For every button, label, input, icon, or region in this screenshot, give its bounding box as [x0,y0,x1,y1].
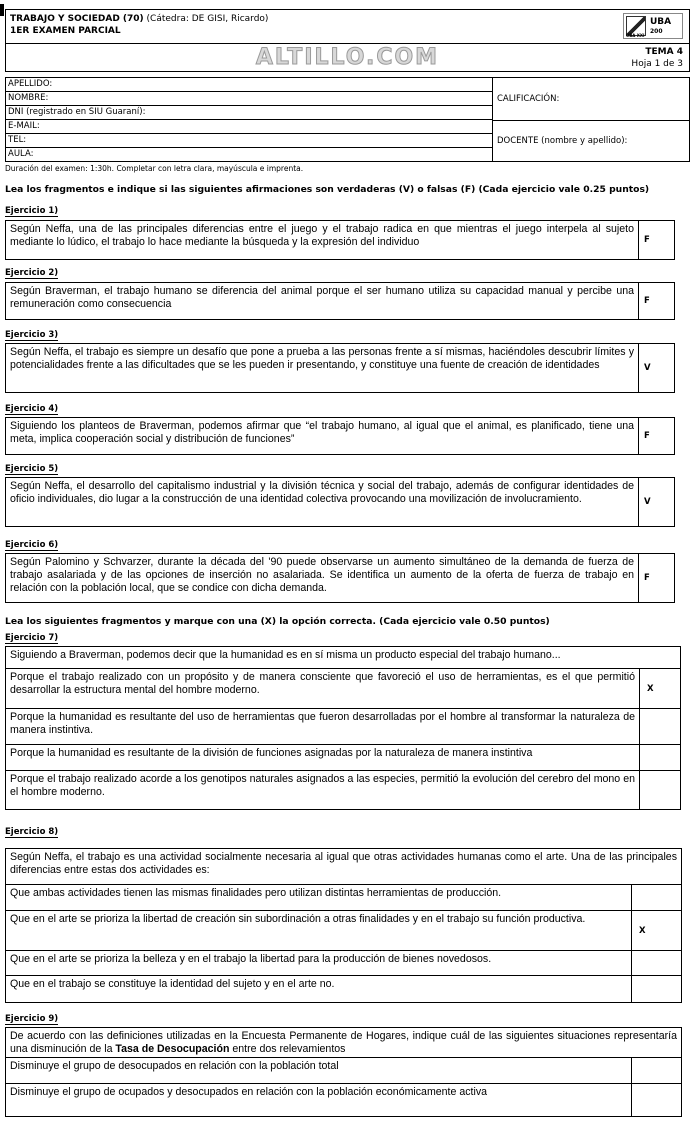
field-tel[interactable]: TEL: [6,134,492,148]
ex8-option-3[interactable] [6,951,681,976]
tema-label: TEMA 4 [645,47,683,57]
ex4-answer[interactable]: F [644,431,650,441]
ex8-option-1[interactable] [6,885,681,911]
ex2-answer[interactable]: F [644,296,650,306]
ex6-answer[interactable]: F [644,573,650,583]
ex9-option-1[interactable] [6,1058,681,1084]
ex8-option-2-mark[interactable]: X [639,925,646,936]
ex9-stem [6,1028,681,1057]
ex7-option-1[interactable] [6,669,680,709]
ex7-option-4-mark[interactable] [640,771,680,809]
hoja-label: Hoja 1 de 3 [631,59,683,69]
ex2-label: Ejercicio 2) [5,268,59,278]
ex8-option-1-mark[interactable] [632,885,681,910]
ex3-answer[interactable]: V [644,363,651,373]
ex5-text: Según Neffa, el desarrollo del capitalismo industrial y la división técnica y social del trabajo, además de configurar identidades de oficio individuales, dio lugar a la construcción de una identidad colectiva provocando una movilización de involucramiento. [6,478,639,526]
ex9-option-2-text: Disminuye el grupo de ocupados y desocupados en relación con la población económicamente activa [6,1084,632,1116]
tema-block [631,46,683,70]
ex4-box [5,417,675,455]
field-nombre[interactable]: NOMBRE: [6,92,492,106]
exam-header [5,9,690,72]
ex8-option-3-mark[interactable] [632,951,681,975]
ex3-label: Ejercicio 3) [5,330,59,340]
exam-name: 1ER EXAMEN PARCIAL [10,26,121,36]
ex8-option-2[interactable] [6,911,681,951]
header-title [10,13,268,37]
uba-logo-text [650,17,671,37]
ex7-option-3[interactable] [6,745,680,771]
student-info-box [5,77,690,162]
ex5-answer[interactable]: V [644,497,651,507]
field-email[interactable]: E-MAIL: [6,120,492,134]
ex4-label: Ejercicio 4) [5,404,59,414]
corner-mark [0,4,4,16]
ex9-stem-row [6,1028,681,1058]
course-name: TRABAJO Y SOCIEDAD (70) [10,14,144,24]
section2-instructions: Lea los siguientes fragmentos y marque con una (X) la opción correcta. (Cada ejercicio vale 0.50 puntos) [5,616,550,627]
field-dni[interactable]: DNI (registrado en SIU Guaraní): [6,106,492,120]
ex1-text: Según Neffa, una de las principales diferencias entre el juego y el trabajo radica en que mientras el juego interpela al sujeto mediante lo lúdico, el trabajo lo hace mediante la búsqueda y la expresión del individuo [6,221,639,259]
ex8-option-4-text: Que en el trabajo se constituye la identidad del sujeto y en el arte no. [6,976,632,1002]
ex8-stem-row [6,849,681,885]
exam-note: Duración del examen: 1:30h. Completar con letra clara, mayúscula e imprenta. [5,164,304,173]
ex8-option-4-mark[interactable] [632,976,681,1002]
ex9-label: Ejercicio 9) [5,1014,59,1024]
ex1-answer[interactable]: F [644,235,650,245]
watermark: ALTILLO.COM [255,45,440,70]
ex1-label: Ejercicio 1) [5,206,59,216]
ex9-box [5,1027,682,1117]
ex9-stem-bold: Tasa de Desocupación [115,1043,230,1055]
ex3-text: Según Neffa, el trabajo es siempre un desafío que pone a prueba a las personas frente a sí mismas, haciéndoles descubrir límites y potencialidades frente a las dificultades que se les pueden ir presentando, y constituye una fuente de creación de identidades [6,344,639,392]
ex7-option-1-mark[interactable]: X [647,683,654,694]
ex8-option-3-text: Que en el arte se prioriza la belleza y en el trabajo la libertad para la producción de bienes novedosos. [6,951,632,975]
ex7-option-1-text: Porque el trabajo realizado con un propósito y de manera consciente que favoreció el uso de herramientas, es el que permitió desarrollar la estructura mental del hombre moderno. [6,669,640,708]
header-divider [6,43,689,44]
ex7-option-2-mark[interactable] [640,709,680,744]
ex9-option-1-mark[interactable] [632,1058,681,1083]
field-docente[interactable]: DOCENTE (nombre y apellido): [497,136,628,146]
ex6-text: Según Palomino y Schvarzer, durante la década del '90 puede observarse un aumento simultáneo de la demanda de fuerza de trabajo asalariada y de las opciones de inserción no asalariada. Se identifica un aumento de la oferta de fuerza de trabajo en relación con la población local, que se condice con dicha demanda. [6,554,639,602]
ex2-text: Según Braverman, el trabajo humano se diferencia del animal porque el ser humano utiliza su capacidad manual y percibe una remuneración como consecuencia [6,283,639,319]
section1-instructions: Lea los fragmentos e indique si las siguientes afirmaciones son verdaderas (V) o falsas (F) (Cada ejercicio vale 0.25 puntos) [5,184,650,195]
ex8-option-4[interactable] [6,976,681,1002]
ex7-option-3-text: Porque la humanidad es resultante de la división de funciones asignadas por la naturaleza de manera instintiva [6,745,640,770]
ex1-box [5,220,675,260]
ex9-stem-b: entre dos relevamientos [229,1043,346,1055]
ex7-option-4-text: Porque el trabajo realizado acorde a los genotipos naturales asignados a las especies, permitió la evolución del cerebro del mono en el hombre moderno. [6,771,640,809]
ex7-stem-row [6,647,680,669]
ex8-stem: Según Neffa, el trabajo es una actividad socialmente necesaria al igual que otras actividades humanas como el arte. Una de las principales diferencias entre estas dos actividades es: [10,851,677,876]
info-hline [492,120,689,121]
ex5-box [5,477,675,527]
catedra: (Cátedra: DE GISI, Ricardo) [146,14,269,24]
ex8-box [5,848,682,1003]
uba-logo [623,13,683,39]
ex6-box [5,553,675,603]
ex9-option-2-mark[interactable] [632,1084,681,1116]
ex8-option-2-text: Que en el arte se prioriza la libertad de creación sin subordinación a otras finalidades y en el trabajo su función productiva. [6,911,632,950]
ex6-label: Ejercicio 6) [5,540,59,550]
ex7-option-2-text: Porque la humanidad es resultante del uso de herramientas que fueron desarrolladas por el hombre al transformar la naturaleza de manera instintiva. [6,709,640,744]
logo-main: UBA [650,17,672,27]
ex5-label: Ejercicio 5) [5,464,59,474]
ex8-option-1-text: Que ambas actividades tienen las mismas finalidades pero utilizan distintas herramientas de producción. [6,885,632,910]
ex9-option-2[interactable] [6,1084,681,1116]
logo-year: 200 [650,28,663,35]
field-apellido[interactable]: APELLIDO: [6,78,492,92]
field-aula[interactable]: AULA: [8,149,34,159]
ex9-stem-a: De acuerdo con las definiciones utilizadas en la Encuesta Permanente de Hogares, indique cuál de las siguientes situaciones representaría una disminución de la [10,1030,677,1055]
ex7-box [5,646,681,810]
ex7-option-3-mark[interactable] [640,745,680,770]
ex2-box [5,282,675,320]
ex7-option-2[interactable] [6,709,680,745]
ex7-stem: Siguiendo a Braverman, podemos decir que la humanidad es en sí misma un producto especial del trabajo humano... [10,649,561,661]
ex4-text: Siguiendo los planteos de Braverman, podemos afirmar que “el trabajo humano, al igual que el animal, es planificado, tiene una meta, implica cooperación social y distribución de funciones” [6,418,639,454]
ex3-box [5,343,675,393]
ex8-label: Ejercicio 8) [5,827,59,837]
ex9-option-1-text: Disminuye el grupo de desocupados en relación con la población total [6,1058,632,1083]
field-calificacion[interactable]: CALIFICACIÓN: [497,94,560,104]
logo-sub: UBA XXI [626,33,645,38]
ex7-option-4[interactable] [6,771,680,809]
ex7-label: Ejercicio 7) [5,633,59,643]
